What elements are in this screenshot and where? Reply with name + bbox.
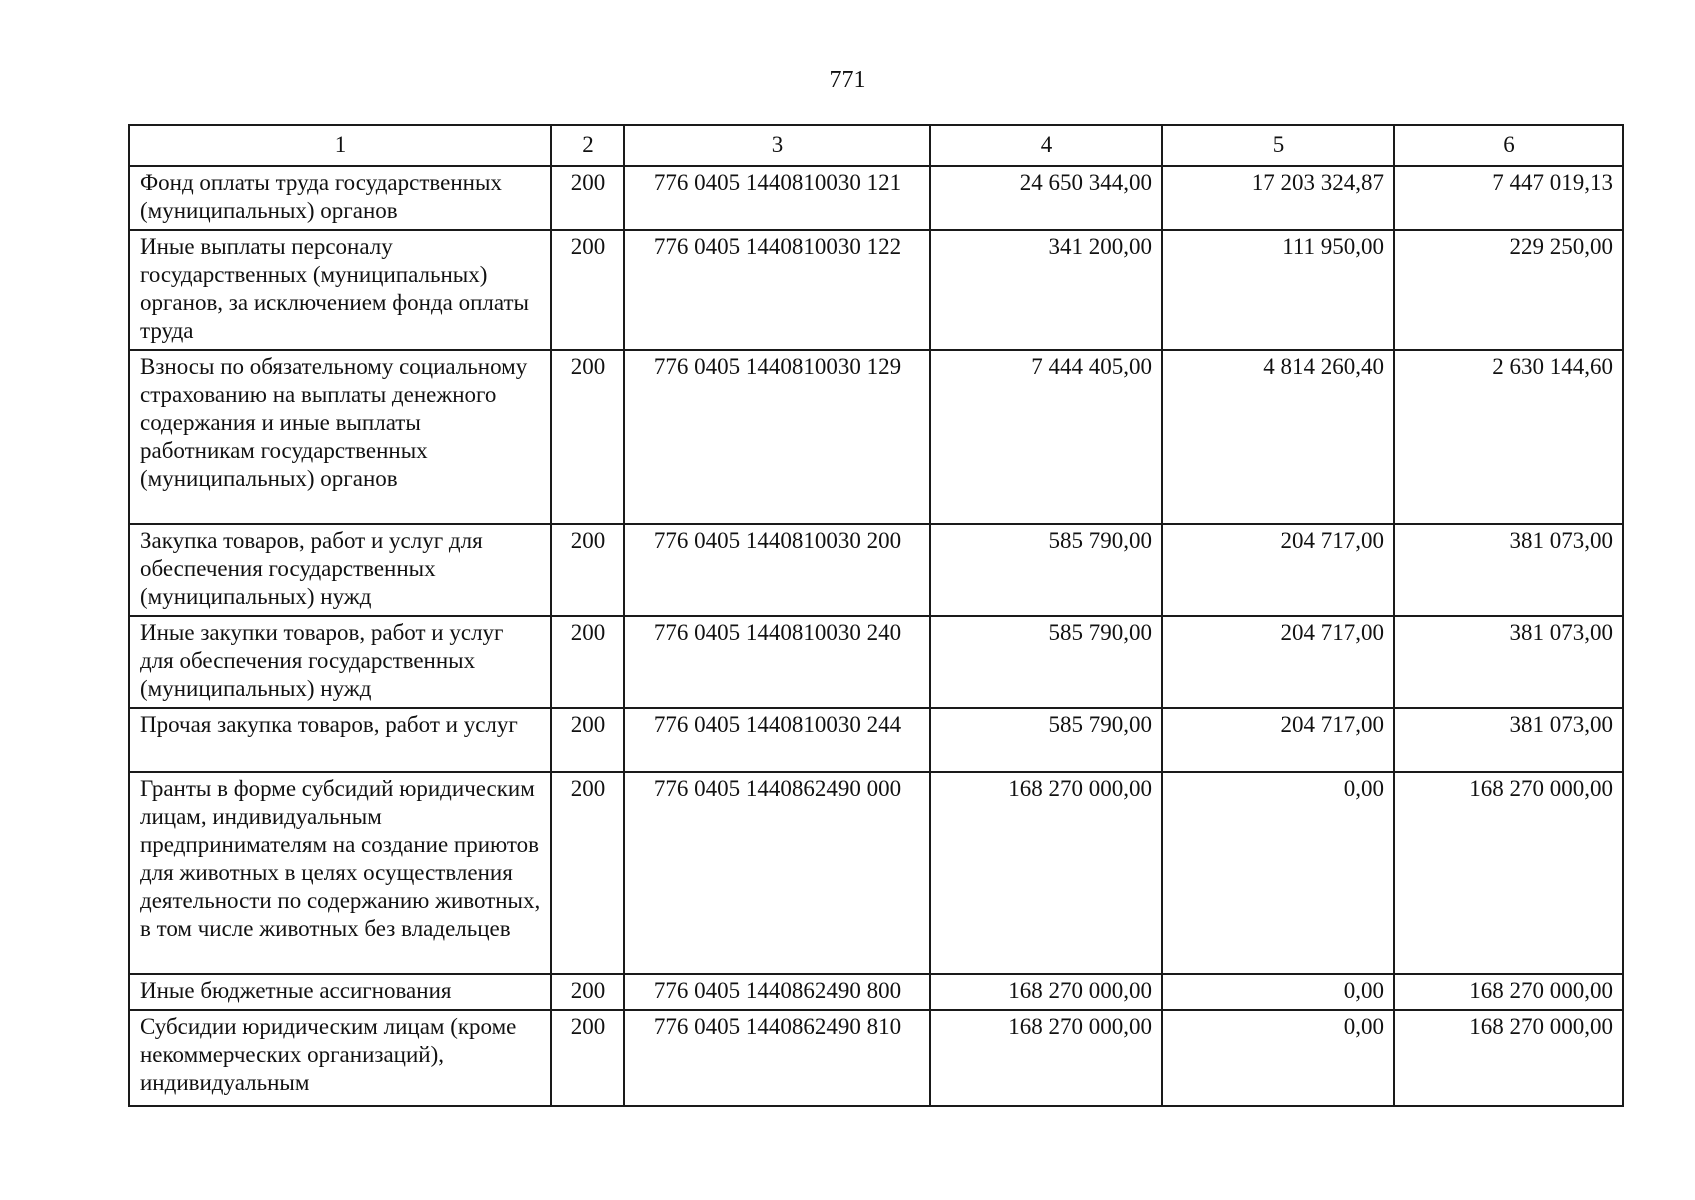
row-amount-4-cell: 168 270 000,00 xyxy=(930,772,1162,974)
row-amount-6-cell: 381 073,00 xyxy=(1394,524,1623,616)
budget-table xyxy=(128,124,1624,1107)
row-amount-6-cell: 168 270 000,00 xyxy=(1394,974,1623,1010)
row-amount-4-cell: 168 270 000,00 xyxy=(930,1010,1162,1106)
row-name-cell: Закупка товаров, работ и услуг для обеспечения государственных (муниципальных) нужд xyxy=(129,524,551,616)
row-grbs-cell: 200 xyxy=(551,616,624,708)
row-code-cell: 776 0405 1440810030 122 xyxy=(624,230,930,350)
row-amount-4-cell: 7 444 405,00 xyxy=(930,350,1162,524)
row-amount-6-cell: 7 447 019,13 xyxy=(1394,166,1623,230)
row-amount-6-cell: 229 250,00 xyxy=(1394,230,1623,350)
row-code-cell: 776 0405 1440862490 000 xyxy=(624,772,930,974)
row-amount-6-cell: 168 270 000,00 xyxy=(1394,772,1623,974)
row-amount-6-cell: 2 630 144,60 xyxy=(1394,350,1623,524)
row-amount-5-cell: 204 717,00 xyxy=(1162,524,1394,616)
row-code-cell: 776 0405 1440810030 200 xyxy=(624,524,930,616)
table-row xyxy=(129,772,1623,974)
row-name-cell: Субсидии юридическим лицам (кроме некоммерческих организаций), индивидуальным xyxy=(129,1010,551,1106)
row-amount-5-cell: 4 814 260,40 xyxy=(1162,350,1394,524)
row-name-cell: Иные закупки товаров, работ и услуг для обеспечения государственных (муниципальных) нужд xyxy=(129,616,551,708)
row-amount-6-cell: 381 073,00 xyxy=(1394,708,1623,772)
row-grbs-cell: 200 xyxy=(551,974,624,1010)
row-grbs-cell: 200 xyxy=(551,166,624,230)
row-code-cell: 776 0405 1440810030 129 xyxy=(624,350,930,524)
row-amount-4-cell: 585 790,00 xyxy=(930,708,1162,772)
row-code-cell: 776 0405 1440810030 244 xyxy=(624,708,930,772)
column-header-6: 6 xyxy=(1394,125,1623,166)
row-grbs-cell: 200 xyxy=(551,708,624,772)
row-amount-5-cell: 111 950,00 xyxy=(1162,230,1394,350)
row-amount-5-cell: 17 203 324,87 xyxy=(1162,166,1394,230)
table-row xyxy=(129,350,1623,524)
row-amount-5-cell: 0,00 xyxy=(1162,974,1394,1010)
row-code-cell: 776 0405 1440810030 240 xyxy=(624,616,930,708)
row-name-cell: Гранты в форме субсидий юридическим лицам, индивидуальным предпринимателям на создание приютов для животных в целях осуществления деятельности по содержанию животных, в том числе животных без владельцев xyxy=(129,772,551,974)
row-grbs-cell: 200 xyxy=(551,1010,624,1106)
row-grbs-cell: 200 xyxy=(551,772,624,974)
row-amount-4-cell: 585 790,00 xyxy=(930,616,1162,708)
header-row xyxy=(129,125,1623,166)
table-row xyxy=(129,524,1623,616)
row-amount-5-cell: 204 717,00 xyxy=(1162,708,1394,772)
table-row xyxy=(129,1010,1623,1106)
table-row xyxy=(129,708,1623,772)
row-amount-4-cell: 24 650 344,00 xyxy=(930,166,1162,230)
row-name-cell: Фонд оплаты труда государственных (муниципальных) органов xyxy=(129,166,551,230)
row-amount-6-cell: 168 270 000,00 xyxy=(1394,1010,1623,1106)
row-amount-4-cell: 341 200,00 xyxy=(930,230,1162,350)
row-grbs-cell: 200 xyxy=(551,350,624,524)
table-row xyxy=(129,974,1623,1010)
page-number: 771 xyxy=(829,67,866,93)
row-code-cell: 776 0405 1440862490 810 xyxy=(624,1010,930,1106)
column-header-4: 4 xyxy=(930,125,1162,166)
row-amount-6-cell: 381 073,00 xyxy=(1394,616,1623,708)
column-header-3: 3 xyxy=(624,125,930,166)
table-row xyxy=(129,616,1623,708)
column-header-1: 1 xyxy=(129,125,551,166)
row-amount-4-cell: 168 270 000,00 xyxy=(930,974,1162,1010)
row-name-cell: Иные бюджетные ассигнования xyxy=(129,974,551,1010)
row-amount-5-cell: 0,00 xyxy=(1162,1010,1394,1106)
row-amount-5-cell: 0,00 xyxy=(1162,772,1394,974)
column-header-5: 5 xyxy=(1162,125,1394,166)
table-row xyxy=(129,166,1623,230)
column-header-2: 2 xyxy=(551,125,624,166)
row-name-cell: Прочая закупка товаров, работ и услуг xyxy=(129,708,551,772)
row-code-cell: 776 0405 1440810030 121 xyxy=(624,166,930,230)
row-amount-5-cell: 204 717,00 xyxy=(1162,616,1394,708)
row-amount-4-cell: 585 790,00 xyxy=(930,524,1162,616)
row-grbs-cell: 200 xyxy=(551,230,624,350)
row-code-cell: 776 0405 1440862490 800 xyxy=(624,974,930,1010)
table-row xyxy=(129,230,1623,350)
row-name-cell: Взносы по обязательному социальному страхованию на выплаты денежного содержания и иные выплаты работникам государственных (муниципальных) органов xyxy=(129,350,551,524)
row-name-cell: Иные выплаты персоналу государственных (муниципальных) органов, за исключением фонда оплаты труда xyxy=(129,230,551,350)
row-grbs-cell: 200 xyxy=(551,524,624,616)
